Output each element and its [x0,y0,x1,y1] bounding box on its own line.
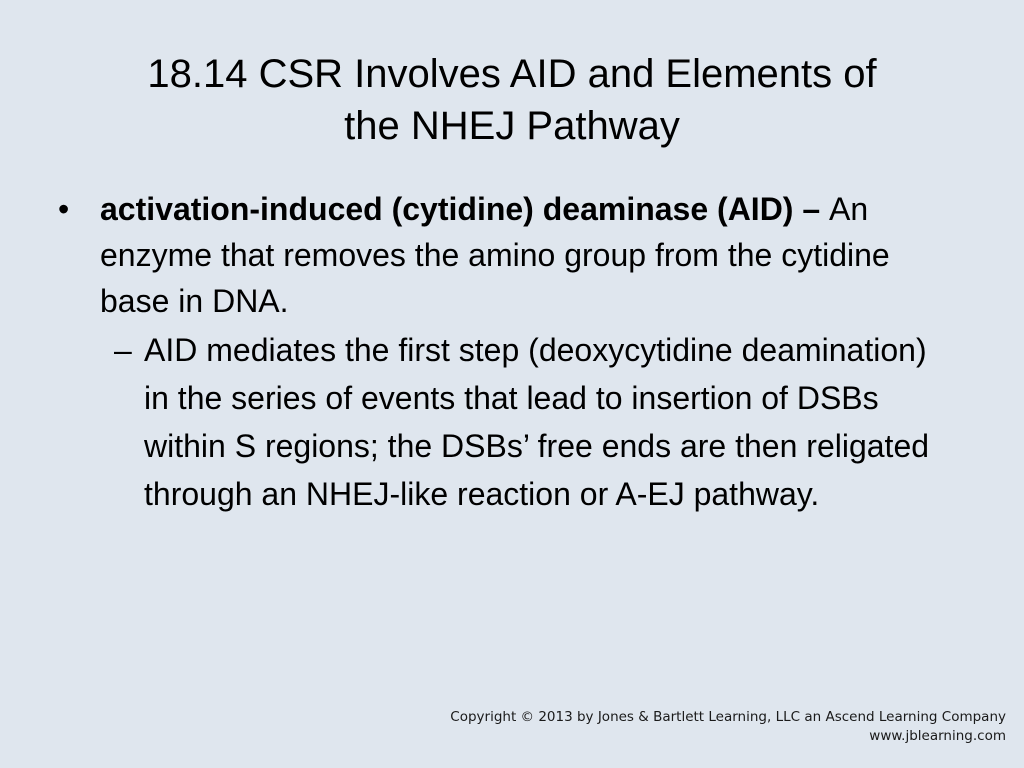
bullet-term: activation-induced (cytidine) deaminase (AID) – [100,191,830,227]
slide-title [60,48,964,152]
title-line-1: 18.14 CSR Involves AID and Elements of [147,52,877,96]
bullet-definition: An enzyme that removes the amino group from the cytidine base in DNA. [100,191,890,319]
title-line-2: the NHEJ Pathway [344,104,680,148]
sub-bullet-dash: – [114,332,132,368]
bullet-item [58,186,958,324]
bullet-dot: • [58,191,70,227]
copyright-text: Copyright © 2013 by Jones & Bartlett Learning, LLC an Ascend Learning Company [450,709,1006,725]
copyright-footer [450,708,1006,746]
slide-body [58,186,958,518]
sub-bullet-text: AID mediates the first step (deoxycytidine deamination) in the series of events that lead to insertion of DSBs within S regions; the DSBs’ free ends are then religated through an NHEJ-like reaction or A-EJ pathway. [144,332,930,512]
sub-bullet-item [58,326,958,518]
website-text: www.jblearning.com [869,728,1006,744]
